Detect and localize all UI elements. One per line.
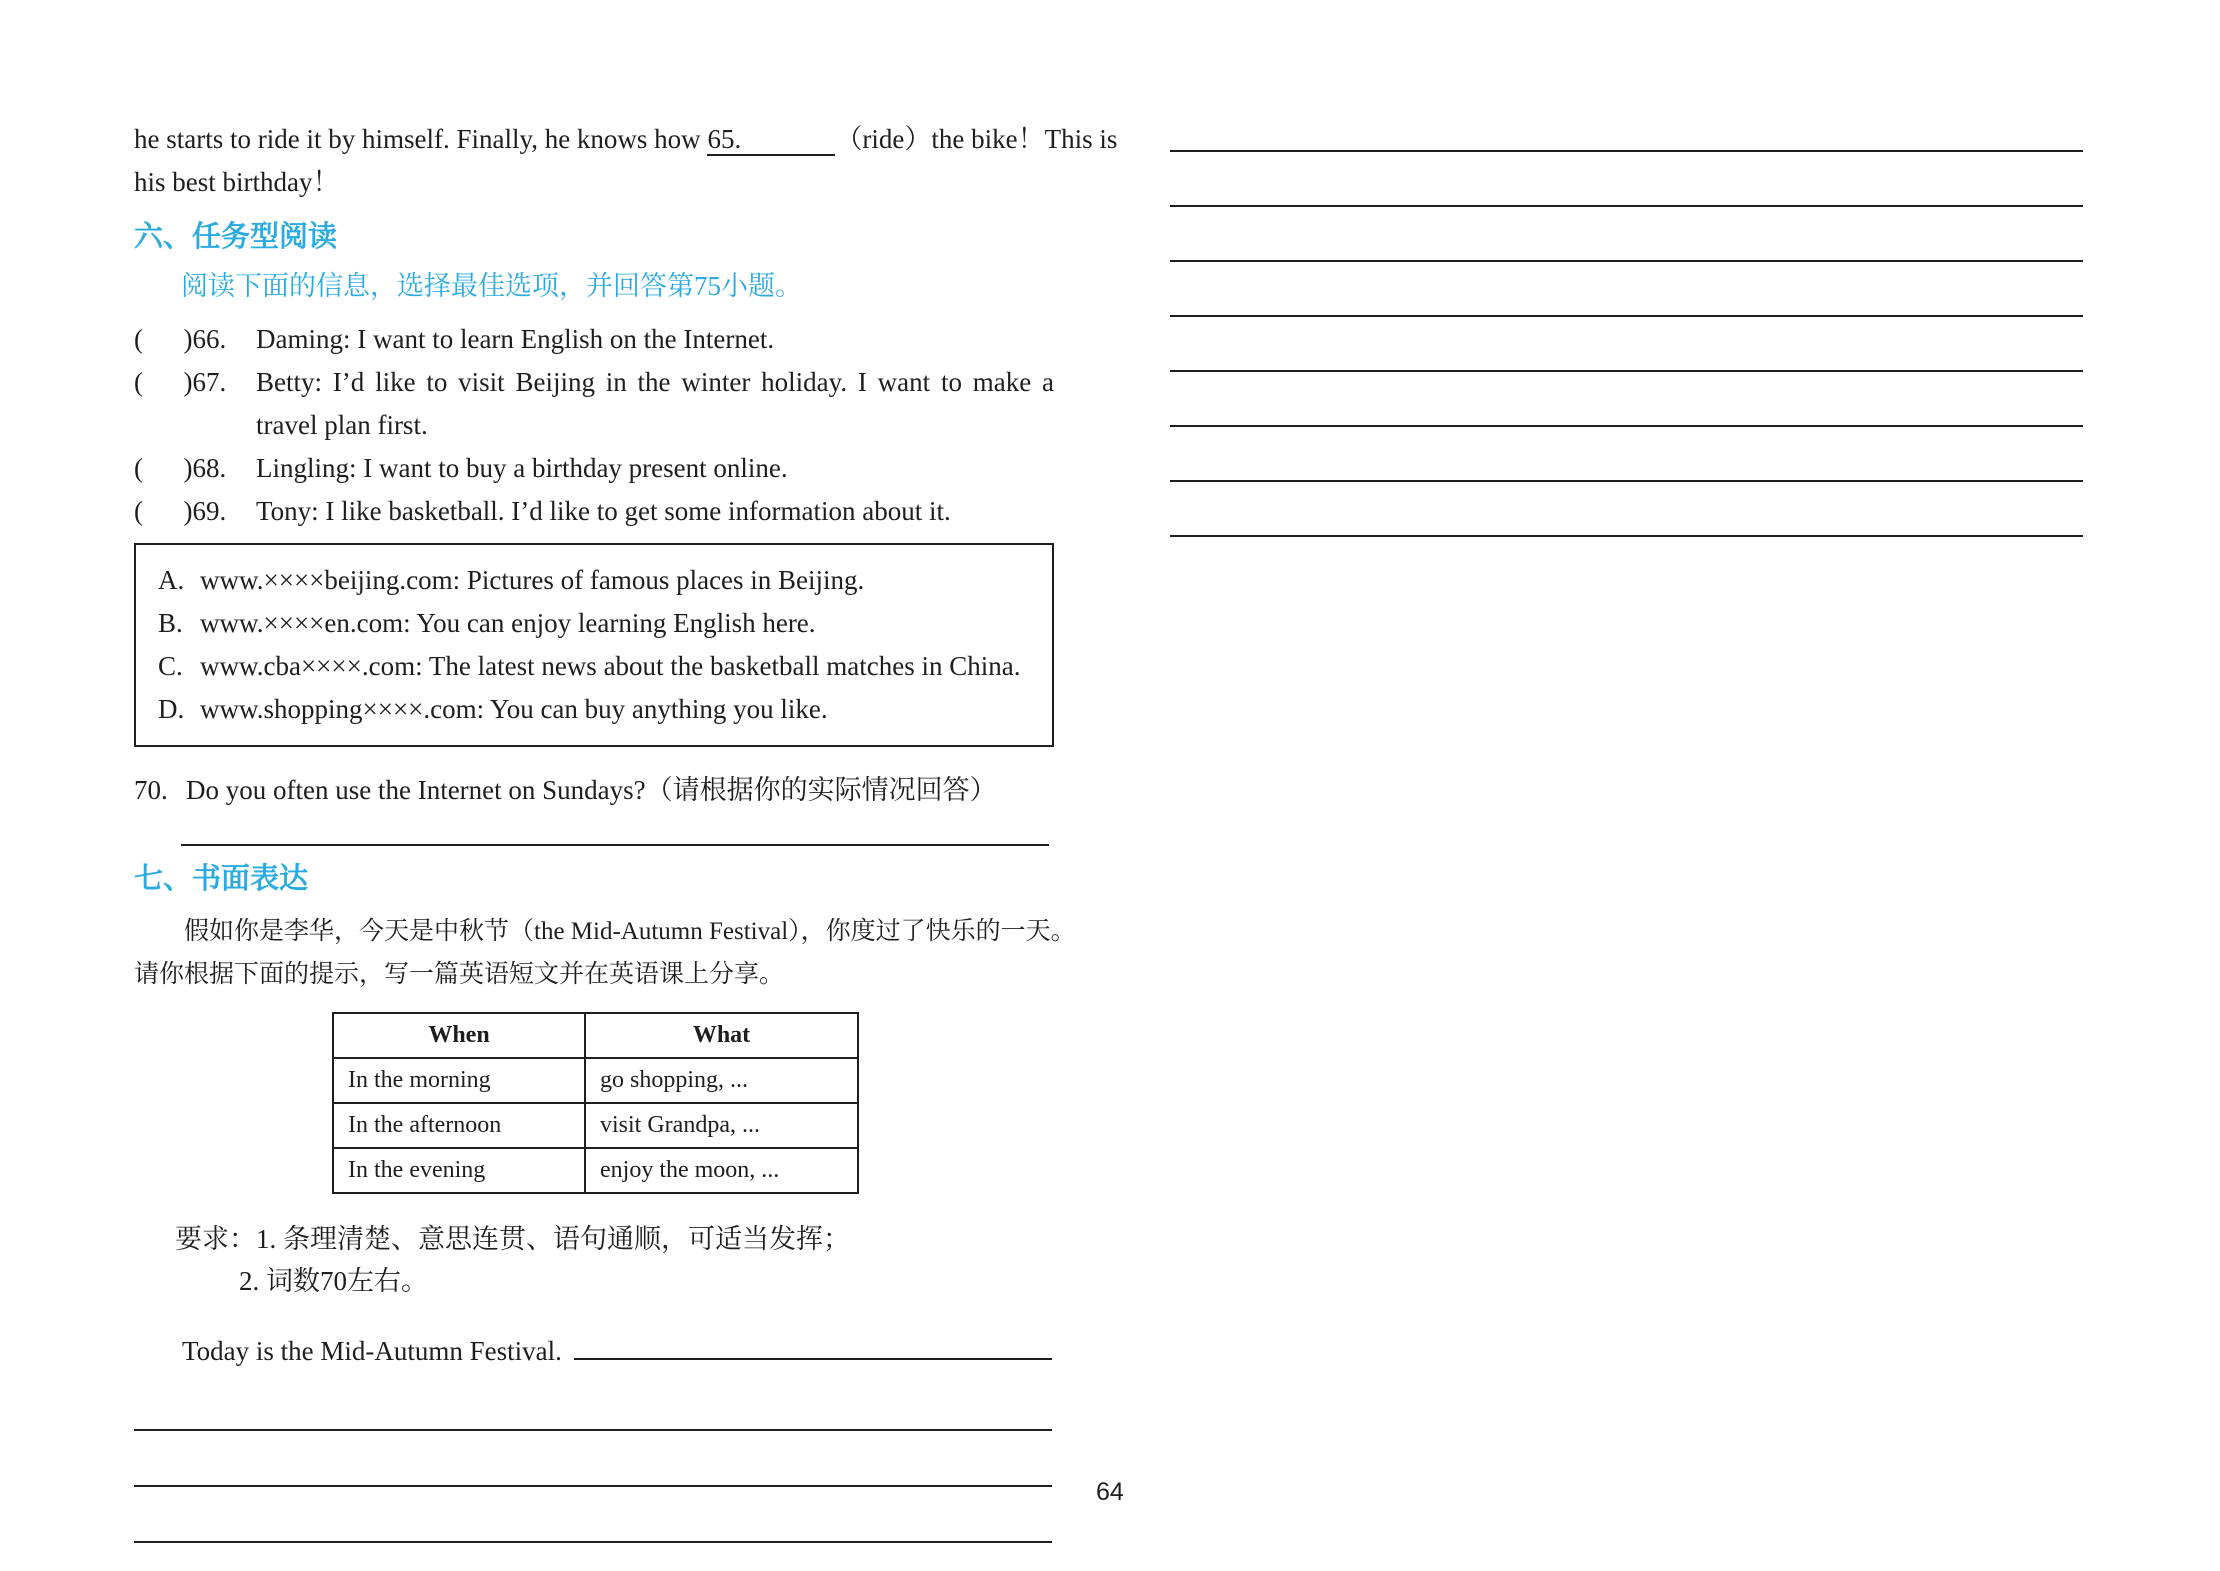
requirements-line1: 要求：1. 条理清楚、意思连贯、语句通顺，可适当发挥； bbox=[175, 1224, 850, 1254]
item-68-answer-bracket: ( )68. bbox=[134, 453, 227, 483]
question-70-number: 70. bbox=[134, 775, 168, 805]
answer-line bbox=[1170, 425, 2083, 427]
blank-65-label: 65. bbox=[707, 124, 742, 154]
option-b-label: B. bbox=[158, 608, 183, 638]
essay-writing-line bbox=[134, 1541, 1052, 1543]
table-header-row bbox=[333, 1013, 858, 1058]
essay-prompt-line1: 假如你是李华，今天是中秋节（the Mid-Autumn Festival），你度过了快乐的一天。 bbox=[184, 918, 1076, 945]
item-68 bbox=[134, 447, 1054, 490]
page-number: 64 bbox=[1096, 1478, 1124, 1506]
item-67 bbox=[134, 361, 1054, 447]
answer-line bbox=[1170, 150, 2083, 152]
answer-line bbox=[1170, 260, 2083, 262]
passage-tail-line2: his best birthday！ bbox=[134, 167, 340, 197]
fill-blank-65 bbox=[707, 122, 835, 156]
passage-text-after-blank: （ride）the bike！This is bbox=[835, 124, 1118, 154]
answer-line bbox=[1170, 480, 2083, 482]
option-d-label: D. bbox=[158, 694, 185, 724]
answer-line bbox=[1170, 535, 2083, 537]
option-c-label: C. bbox=[158, 651, 183, 681]
option-d-text: www.shopping××××.com: You can buy anything you like. bbox=[200, 694, 828, 724]
table-header-when: When bbox=[333, 1013, 585, 1058]
right-column-answer-lines bbox=[1170, 0, 2083, 537]
table-cell-when-afternoon: In the afternoon bbox=[333, 1103, 585, 1148]
answer-line bbox=[1170, 370, 2083, 372]
table-cell-when-evening: In the evening bbox=[333, 1148, 585, 1193]
question-70-text: Do you often use the Internet on Sundays?（请根据你的实际情况回答） bbox=[186, 775, 997, 805]
table-cell-what-evening: enjoy the moon, ... bbox=[585, 1148, 858, 1193]
table-cell-what-afternoon: visit Grandpa, ... bbox=[585, 1103, 858, 1148]
option-c-text: www.cba××××.com: The latest news about the basketball matches in China. bbox=[200, 651, 1021, 681]
item-69-answer-bracket: ( )69. bbox=[134, 496, 227, 526]
item-68-text: Lingling: I want to buy a birthday present online. bbox=[256, 453, 788, 483]
matching-items bbox=[134, 318, 1054, 533]
essay-writing-line bbox=[574, 1330, 1052, 1360]
table-row bbox=[333, 1148, 858, 1193]
passage-tail-line1 bbox=[134, 118, 1118, 161]
essay-writing-line bbox=[134, 1429, 1052, 1431]
passage-text-before-blank: he starts to ride it by himself. Finally, he knows how bbox=[134, 124, 701, 154]
question-70-answer-line bbox=[181, 844, 1049, 846]
option-a bbox=[158, 559, 1042, 602]
essay-writing-line bbox=[134, 1485, 1052, 1487]
option-a-label: A. bbox=[158, 565, 185, 595]
option-a-text: www.××××beijing.com: Pictures of famous places in Beijing. bbox=[200, 565, 865, 595]
table-cell-when-morning: In the morning bbox=[333, 1058, 585, 1103]
item-67-answer-bracket: ( )67. bbox=[134, 367, 227, 397]
requirements-line2: 2. 词数70左右。 bbox=[239, 1266, 428, 1296]
option-b-text: www.××××en.com: You can enjoy learning English here. bbox=[200, 608, 816, 638]
item-66 bbox=[134, 318, 1054, 361]
table-row bbox=[333, 1103, 858, 1148]
essay-prompt-line2: 请你根据下面的提示，写一篇英语短文并在英语课上分享。 bbox=[134, 961, 785, 988]
item-69-text: Tony: I like basketball. I’d like to get some information about it. bbox=[256, 496, 951, 526]
item-66-answer-bracket: ( )66. bbox=[134, 324, 227, 354]
table-row bbox=[333, 1058, 858, 1103]
website-options-box bbox=[134, 543, 1054, 747]
essay-opening bbox=[182, 1330, 1052, 1373]
section6-instruction: 阅读下面的信息，选择最佳选项，并回答第75小题。 bbox=[181, 271, 802, 301]
answer-line bbox=[1170, 205, 2083, 207]
option-b bbox=[158, 602, 1042, 645]
section6-heading: 六、任务型阅读 bbox=[134, 221, 338, 253]
table-header-what: What bbox=[585, 1013, 858, 1058]
table-cell-what-morning: go shopping, ... bbox=[585, 1058, 858, 1103]
question-70 bbox=[134, 769, 1054, 812]
section7-heading: 七、书面表达 bbox=[134, 863, 309, 895]
item-66-text: Daming: I want to learn English on the Internet. bbox=[256, 324, 775, 354]
essay-opening-text: Today is the Mid-Autumn Festival. bbox=[182, 1336, 562, 1366]
item-69 bbox=[134, 490, 1054, 533]
option-c bbox=[158, 645, 1042, 688]
when-what-table bbox=[332, 1012, 859, 1194]
option-d bbox=[158, 688, 1042, 731]
answer-line bbox=[1170, 315, 2083, 317]
item-67-text: Betty: I’d like to visit Beijing in the winter holiday. I want to make a travel plan first. bbox=[256, 367, 1054, 440]
